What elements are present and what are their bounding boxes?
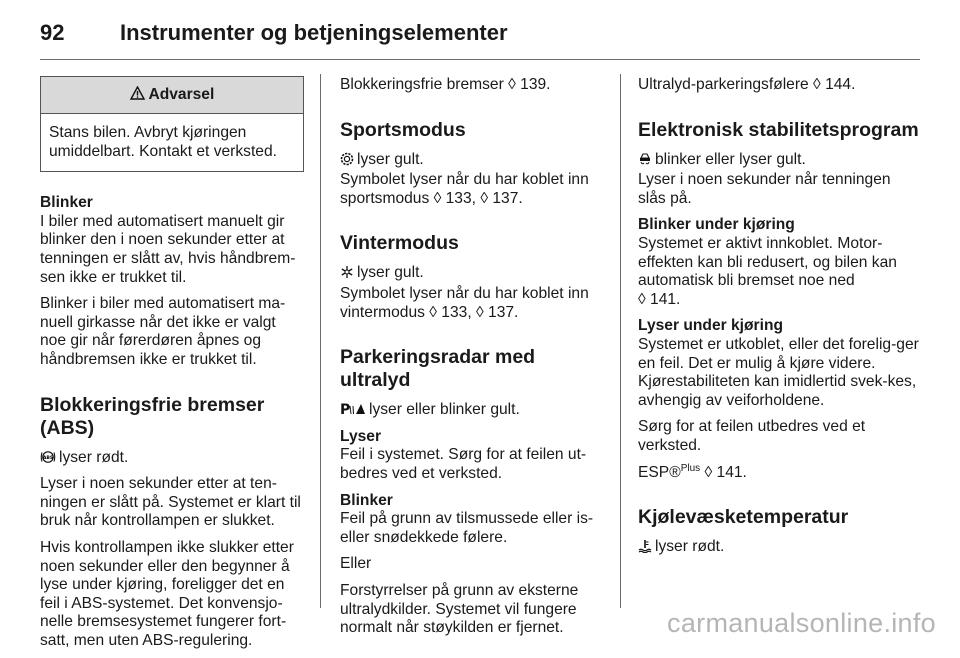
abs-status: lyser rødt.	[59, 448, 129, 466]
warning-triangle-icon	[130, 86, 149, 103]
lyser-under-kjoring-heading: Lyser under kjøring	[638, 317, 783, 335]
esp-skid-icon	[638, 150, 652, 169]
abs-paragraph-2: Hvis kontrollampen ikke slukker etter noen sekunder eller den begynner å lyse under kjøring, foreligger det en feil i ABS-systemet. Det konvensjo-nelle bremsesystemet fungerer fort-satt, men uten ABS-regulering.	[40, 538, 294, 649]
warning-box	[40, 76, 304, 172]
parking-status-line	[340, 400, 605, 420]
esp-plus-label: ESP®	[638, 463, 681, 481]
esp-status-line	[638, 150, 920, 170]
lyser-under-kjoring-text: Systemet er utkoblet, eller det forelig-ger en feil. Det er mulig å kjøre videre. Kjørestabiliteten kan imidlertid svek-kes, avhengig av veiforholdene.	[638, 335, 919, 409]
page-title: Instrumenter og betjeningselementer	[120, 20, 508, 45]
coolant-status: lyser rødt.	[655, 538, 725, 556]
sport-mode-icon	[340, 150, 354, 169]
winter-text: Symbolet lyser når du har koblet inn vintermodus ◊ 133, ◊ 137.	[340, 284, 589, 321]
blinker-heading: Blinker	[40, 194, 93, 212]
esp-text: Lyser i noen sekunder når tenningen slås på.	[638, 171, 891, 207]
blinker-under-kjoring-heading: Blinker under kjøring	[638, 216, 795, 234]
column-3	[638, 76, 920, 565]
parking-radar-icon	[340, 400, 366, 419]
esp-plus-reference	[638, 464, 920, 483]
snowflake-icon	[340, 263, 354, 282]
esp-plus-ref: ◊ 141.	[704, 463, 747, 481]
watermark: carmanualsonline.info	[667, 608, 936, 638]
sport-text: Symbolet lyser når du har koblet inn sportsmodus ◊ 133, ◊ 137.	[340, 171, 589, 207]
warning-heading: Advarsel	[148, 86, 215, 103]
blinker-under-kjoring-ref: ◊ 141.	[638, 290, 681, 308]
parking-heading: Parkeringsradar med ultralyd	[340, 346, 536, 392]
page-header	[40, 14, 920, 54]
ultrasonic-reference: Ultralyd-parkeringsfølere ◊ 144.	[638, 76, 856, 93]
blinker-paragraph-1: I biler med automatisert manuelt gir blinker den i noen sekunder etter at tenningen er slått av, hvis håndbrem-sen ikke er trukket til.	[40, 212, 296, 286]
esp-status: blinker eller lyser gult.	[655, 150, 806, 168]
abs-status-line	[40, 448, 306, 468]
column-2	[340, 76, 605, 646]
abs-reference: Blokkeringsfrie bremser ◊ 139.	[340, 76, 551, 93]
blinker-paragraph-2: Blinker i biler med automatisert ma-nuell girkasse når det ikke er valgt noe gir når førerdøren åpnes og håndbremsen ikke er trukket til.	[40, 295, 286, 368]
lyser-text: Feil i systemet. Sørg for at feilen ut-bedres ved et verksted.	[340, 446, 587, 482]
column-divider	[620, 74, 621, 608]
blinker-under-kjoring-text	[638, 235, 920, 309]
esp-plus-superscript: Plus	[680, 462, 701, 474]
winter-status: lyser gult.	[357, 264, 424, 282]
lyser-heading: Lyser	[340, 427, 382, 445]
abs-paragraph-1: Lyser i noen sekunder etter at ten-ningen er slått på. Systemet er klart til bruk når kontrollampen er slukket.	[40, 475, 301, 530]
abs-heading: Blokkeringsfrie bremser (ABS)	[40, 393, 265, 439]
coolant-temperature-icon	[638, 537, 652, 556]
page-number: 92	[40, 20, 65, 45]
blinker-heading-2: Blinker	[340, 491, 393, 509]
coolant-status-line	[638, 537, 920, 557]
sport-status-line	[340, 150, 605, 170]
column-1	[40, 76, 306, 658]
abs-icon	[40, 448, 56, 467]
warning-header	[41, 77, 303, 114]
forstyrrelser-text: Forstyrrelser på grunn av eksterne ultralydkilder. Systemet vil fungere normalt når støykilden er fjernet.	[340, 581, 579, 637]
warning-text: Stans bilen. Avbryt kjøringen umiddelbart. Kontakt et verksted.	[49, 124, 277, 160]
header-rule	[40, 59, 920, 60]
coolant-heading: Kjølevæsketemperatur	[638, 506, 849, 529]
parking-status: lyser eller blinker gult.	[369, 401, 520, 419]
blinker-text: Feil på grunn av tilsmussede eller is-eller snødekkede følere.	[340, 510, 594, 546]
svg-text:ABS: ABS	[42, 455, 54, 461]
esp-heading: Elektronisk stabilitetsprogram	[638, 118, 919, 141]
sport-status: lyser gult.	[357, 150, 424, 168]
column-divider	[320, 74, 321, 608]
eller-text: Eller	[340, 555, 372, 573]
winter-heading: Vintermodus	[340, 232, 459, 255]
svg-text:P: P	[340, 402, 351, 417]
winter-status-line	[340, 263, 605, 283]
blinker-under-kjoring-body: Systemet er aktivt innkoblet. Motor-effekten kan bli redusert, og bilen kan automatisk bli bremset noe ned	[638, 234, 897, 290]
sorg-text: Sørg for at feilen utbedres ved et verksted.	[638, 418, 866, 454]
sport-heading: Sportsmodus	[340, 118, 466, 141]
